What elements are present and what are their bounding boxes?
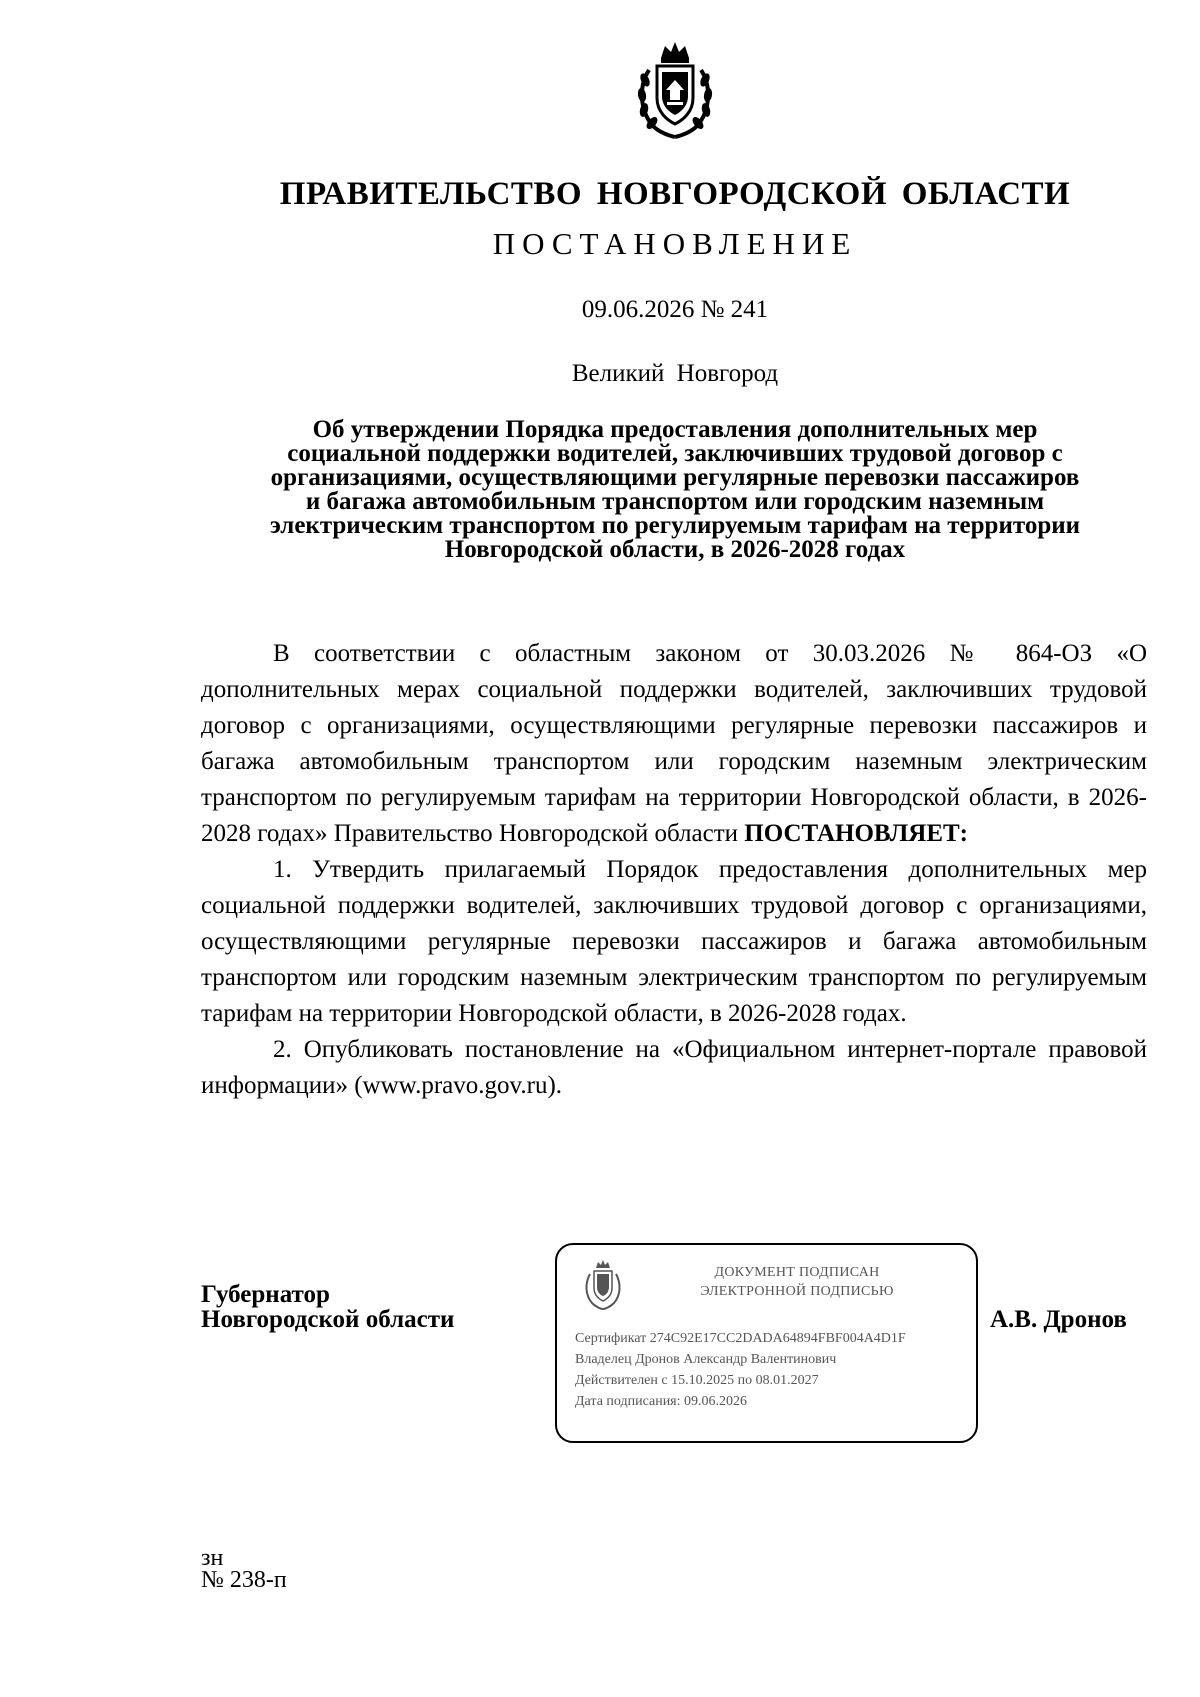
stamp-details xyxy=(575,1328,970,1412)
stamp-heading-line: ЭЛЕКТРОННОЙ ПОДПИСЬЮ xyxy=(700,1284,894,1299)
document-subject xyxy=(200,418,1150,562)
document-date-number: 09.06.2026 № 241 xyxy=(581,296,769,323)
subject-line: Об утверждении Порядка предоставления дополнительных мер xyxy=(312,416,1038,443)
footer-initials: зн xyxy=(201,1545,224,1571)
coat-of-arms-icon xyxy=(635,40,715,140)
subject-line: электрическим транспортом по регулируемым тарифам на территории xyxy=(269,512,1081,539)
subject-line: Новгородской области, в 2026-2028 годах xyxy=(444,536,906,563)
document-city: Великий Новгород xyxy=(571,360,779,387)
stamp-heading xyxy=(637,1263,957,1301)
subject-line: социальной поддержки водителей, заключивших трудовой договор с xyxy=(287,440,1063,467)
signer-title-line: Губернатор xyxy=(201,1281,330,1308)
stamp-signed-date: Дата подписания: 09.06.2026 xyxy=(575,1394,748,1409)
stamp-coat-of-arms-icon xyxy=(583,1259,623,1311)
organization-title: ПРАВИТЕЛЬСТВО НОВГОРОДСКОЙ ОБЛАСТИ xyxy=(279,176,1071,212)
resolves-keyword: ПОСТАНОВЛЯЕТ: xyxy=(744,820,968,847)
footer-code xyxy=(201,1547,287,1591)
stamp-owner: Владелец Дронов Александр Валентинович xyxy=(575,1352,837,1367)
subject-line: организациями, осуществляющими регулярные перевозки пассажиров xyxy=(270,464,1080,491)
electronic-signature-stamp xyxy=(555,1243,978,1443)
footer-number: № 238-п xyxy=(201,1567,287,1593)
document-type: ПОСТАНОВЛЕНИЕ xyxy=(492,226,858,261)
document-body xyxy=(201,636,1147,1104)
item-2-paragraph: 2. Опубликовать постановление на «Официальном интернет-портале правовой информации» (www.pravo.gov.ru). xyxy=(201,1036,1147,1099)
subject-line: и багажа автомобильным транспортом или городским наземным xyxy=(305,488,1045,515)
stamp-heading-line: ДОКУМЕНТ ПОДПИСАН xyxy=(714,1265,880,1280)
item-1-paragraph: 1. Утвердить прилагаемый Порядок предоставления дополнительных мер социальной поддержки водителей, заключивших трудовой договор с организациями, осуществляющими регулярные перевозки пассажиров и багажа автомобильным транспортом или городским наземным электрическим транспортом по регулируемым тарифам на территории Новгородской области, в 2026-2028 годах. xyxy=(201,856,1147,1027)
stamp-validity: Действителен с 15.10.2025 по 08.01.2027 xyxy=(575,1373,819,1388)
preamble-text: В соответствии с областным законом от 30.03.2026 № 864-ОЗ «О дополнительных мерах социальной поддержки водителей, заключивших трудовой договор с организациями, осуществляющими регулярные перевозки пассажиров и багажа автомобильным транспортом или городским наземным электрическим транспортом по регулируемым тарифам на территории Новгородской области, в 2026-2028 годах» Правительство Новгородской области xyxy=(201,640,1147,847)
signer-title-line: Новгородской области xyxy=(201,1306,455,1333)
signer-name: А.В. Дронов xyxy=(990,1306,1127,1333)
preamble-paragraph xyxy=(201,636,1147,852)
signer-title xyxy=(201,1282,454,1332)
stamp-certificate: Сертификат 274C92E17CC2DADA64894FBF004A4D1F xyxy=(575,1331,906,1346)
